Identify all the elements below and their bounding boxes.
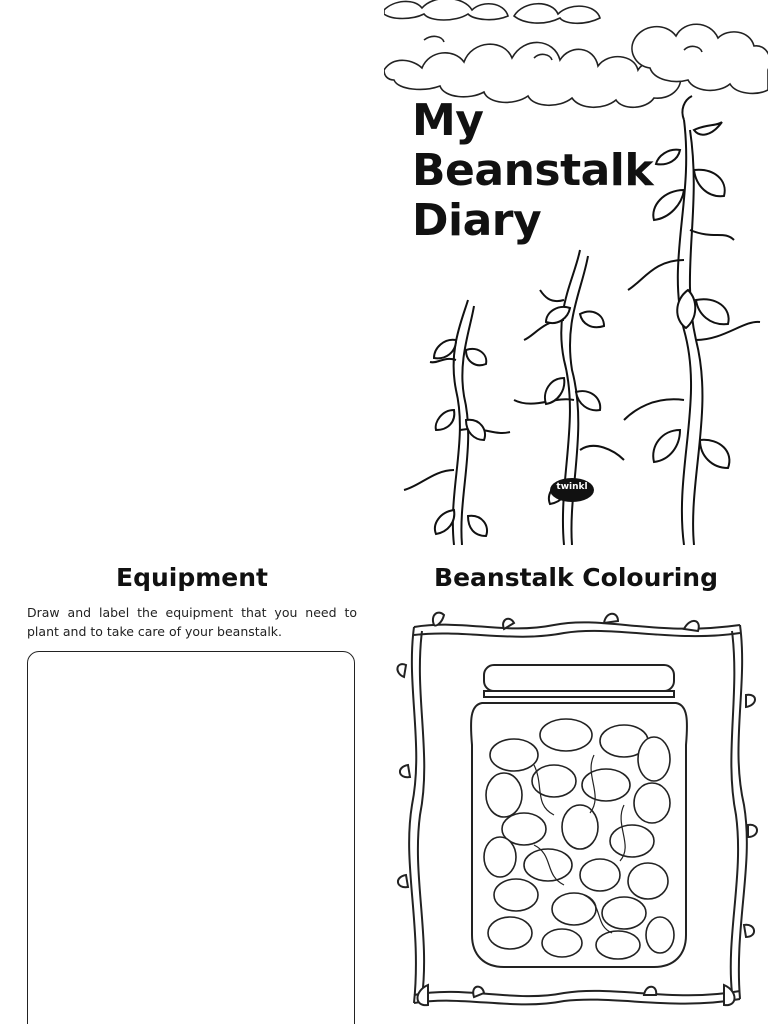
title-line-2: Beanstalk: [412, 145, 654, 196]
cover-page: [384, 0, 768, 545]
colouring-page: [384, 545, 768, 1024]
title-line-3: Diary: [412, 195, 542, 246]
blank-page: [0, 0, 384, 545]
cover-title: [412, 96, 653, 246]
cover-illustration: [384, 0, 768, 545]
twinkl-logo-text: twinkl: [556, 482, 588, 492]
clouds-illustration: [384, 0, 768, 107]
bean-jar-illustration: [384, 545, 768, 1024]
equipment-heading: Equipment: [116, 563, 268, 592]
drawing-area[interactable]: [27, 651, 355, 1024]
equipment-page: [0, 545, 384, 1024]
colouring-heading: Beanstalk Colouring: [434, 563, 718, 592]
title-line-1: My: [412, 95, 484, 146]
equipment-instructions: Draw and label the equipment that you need to plant and to take care of your beanstalk.: [27, 605, 357, 639]
